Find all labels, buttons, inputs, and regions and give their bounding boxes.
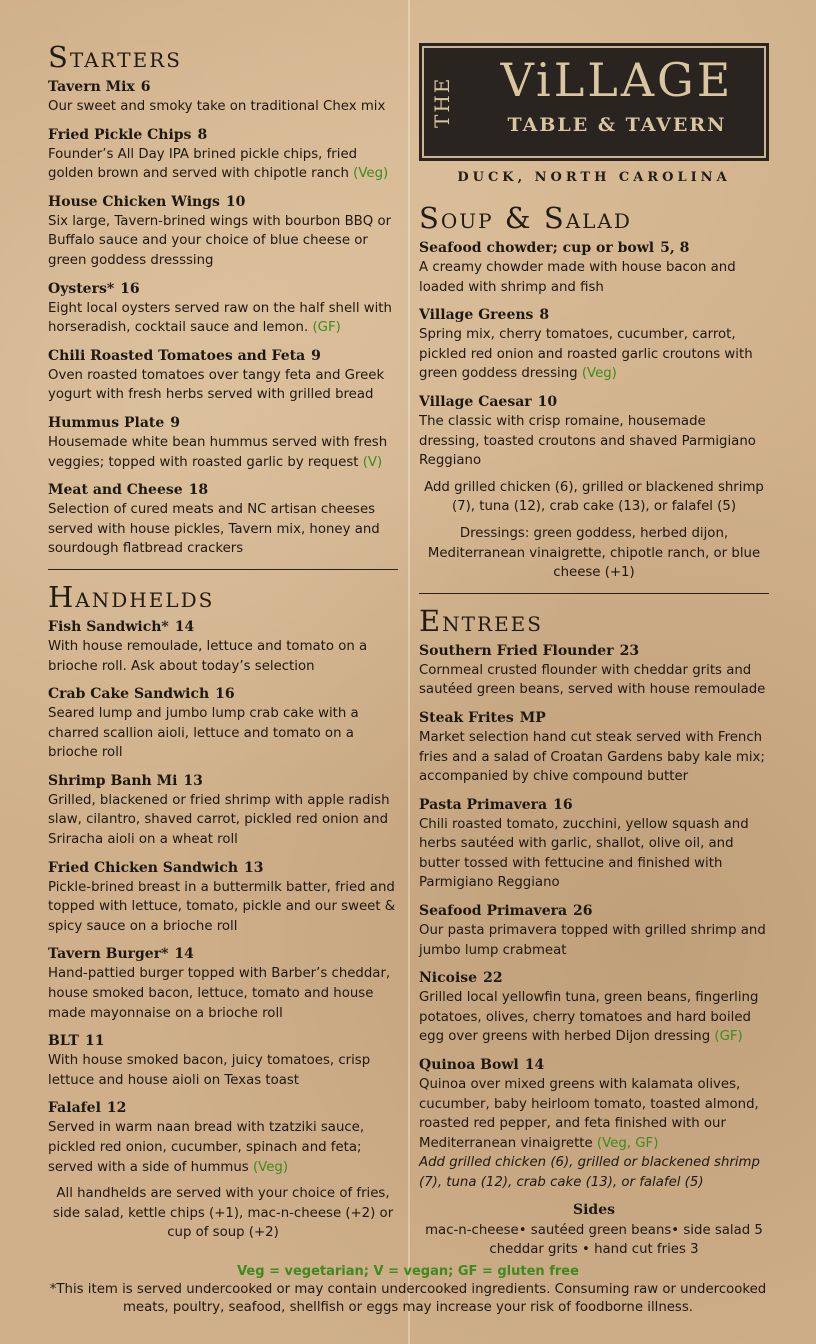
menu-item-price: 13 (183, 772, 203, 789)
menu-item-price: 22 (483, 970, 503, 987)
menu-item-description-text: Served in warm naan bread with tzatziki sauce, pickled red onion, cucumber, spinach and feta; served with a side of hummus (48, 1120, 365, 1175)
menu-item-header (419, 794, 769, 815)
menu-item (48, 412, 398, 472)
divider (419, 593, 769, 594)
menu-item-price: 26 (573, 903, 593, 920)
menu-item (48, 345, 398, 405)
menu-item-price: 14 (174, 618, 195, 635)
soup-salad-heading: Soup & Salad (419, 201, 632, 235)
menu-item-price: 14 (524, 1057, 545, 1074)
menu-item-name: Fried Chicken Sandwich (48, 859, 239, 876)
handhelds-list (48, 616, 398, 1177)
menu-item-description-text: Cornmeal crusted flounder with cheddar grits and sautéed green beans, served with house remoulade (419, 662, 766, 698)
menu-item (48, 76, 398, 117)
sides-heading: Sides (572, 1201, 615, 1218)
menu-item-description (419, 728, 769, 787)
menu-item-description (48, 500, 398, 559)
menu-item-header (48, 191, 398, 212)
menu-item-description-text: Chili roasted tomato, zucchini, yellow squash and herbs sautéed with garlic, shallot, olive oil, and butter tossed with fettucine and finished with Parmigiano Reggiano (419, 816, 749, 891)
menu-item (419, 237, 769, 297)
menu-item (419, 707, 769, 787)
menu-item-header (48, 278, 398, 299)
entree-addons-note: Add grilled chicken (6), grilled or blackened shrimp (7), tuna (12), crab cake (13), or falafel (5) (419, 1155, 760, 1190)
dietary-tag: (Veg, GF) (596, 1135, 659, 1151)
menu-item-name: Steak Frites (419, 709, 514, 726)
diet-legend: Veg = vegetarian; V = vegan; GF = gluten free (237, 1264, 579, 1279)
soup-salad-list (419, 237, 769, 471)
right-column (419, 40, 769, 1267)
menu-item-name: Quinoa Bowl (419, 1057, 519, 1074)
dietary-tag: (GF) (312, 320, 341, 336)
menu-item-description-text: Selection of cured meats and NC artisan cheeses served with house pickles, Tavern mix, honey and sourdough flatbread crackers (48, 502, 380, 557)
menu-item-description-text: Eight local oysters served raw on the half shell with horseradish, cocktail sauce and lemon. (48, 300, 392, 336)
menu-item-price: 8 (539, 307, 550, 324)
menu-item (48, 770, 398, 850)
restaurant-logo (422, 46, 766, 158)
menu-item-description (419, 815, 769, 893)
menu-item-description-text: Housemade white bean hummus served with fresh veggies; topped with roasted garlic by request (48, 434, 388, 470)
sides-line-2: cheddar grits • hand cut fries 3 (489, 1242, 699, 1258)
page-fold (408, 0, 410, 1344)
menu-item (419, 967, 769, 1047)
menu-item-name: BLT (48, 1033, 79, 1050)
menu-item-description (48, 366, 398, 405)
menu-item-header (48, 412, 398, 433)
menu-item (419, 304, 769, 384)
menu-item (48, 479, 398, 559)
menu-item-description-text: With house smoked bacon, juicy tomatoes, crisp lettuce and house aioli on Texas toast (48, 1053, 371, 1088)
menu-item-price: 16 (215, 686, 235, 703)
starters-list (48, 76, 398, 559)
menu-item-description (419, 988, 769, 1047)
logo-table-tavern: TABLE & TAVERN (507, 114, 727, 136)
menu-item (419, 900, 769, 960)
menu-item-description (48, 1051, 398, 1090)
menu-item-description-text: Hand-pattied burger topped with Barber’s cheddar, house smoked bacon, lettuce, tomato and house made mayonnaise on a brioche roll (48, 966, 391, 1021)
menu-item-price: 9 (170, 414, 181, 431)
menu-item-header (419, 967, 769, 988)
dietary-tag: (V) (362, 454, 383, 470)
menu-item-description-text: Grilled, blackened or fried shrimp with apple radish slaw, cilantro, shaved carrot, pickled red onion and Sriracha aioli on a wheat roll (48, 792, 390, 848)
menu-item (48, 124, 398, 184)
menu-item-name: Fish Sandwich* (48, 618, 169, 635)
menu-item-header (48, 943, 398, 964)
menu-item-name: Tavern Mix (48, 79, 135, 95)
menu-item (419, 794, 769, 893)
menu-item-price: 18 (188, 482, 209, 499)
menu-item (48, 1030, 398, 1090)
menu-item-description-text: Pickle-brined breast in a buttermilk batter, fried and topped with lettuce, tomato, pickle and our sweet & spicy sauce on a brioche roll (48, 879, 396, 934)
menu-item-name: House Chicken Wings (48, 193, 220, 210)
menu-item-price: 10 (225, 193, 246, 210)
salad-addons-note: Add grilled chicken (6), grilled or blackened shrimp (7), tuna (12), crab cake (13), or falafel (5) (424, 479, 764, 515)
menu-item-description-text: Founder’s All Day IPA brined pickle chips, fried golden brown and served with chipotle ranch (48, 146, 358, 182)
raw-food-disclaimer: *This item is served undercooked or may contain undercooked ingredients. Consuming raw or undercooked meats, poultry, seafood, shellfish or eggs may increase your risk of foodborne illness. (49, 1282, 767, 1315)
menu-item-price: 11 (84, 1033, 105, 1050)
starters-heading: Starters (48, 40, 182, 74)
menu-item-description (48, 1118, 398, 1177)
menu-item-name: Pasta Primavera (419, 796, 548, 813)
menu-item-description-text: Seared lump and jumbo lump crab cake with a charred scallion aioli, lettuce and tomato on a brioche roll (48, 706, 359, 761)
menu-item (419, 640, 769, 700)
menu-item-name: Oysters* (48, 280, 115, 297)
menu-item (48, 191, 398, 271)
menu-item-header (48, 479, 398, 500)
menu-item-description (48, 791, 398, 850)
menu-item-name: Crab Cake Sandwich (48, 686, 210, 703)
logo-location: DUCK, NORTH CAROLINA (457, 170, 731, 185)
dressings-note: Dressings: green goddess, herbed dijon, Mediterranean vinaigrette, chipotle ranch, or blue cheese (+1) (427, 525, 761, 581)
logo-village: ViLLAGE (500, 53, 734, 107)
menu-item-description-text: Market selection hand cut steak served with French fries and a salad of Croatan Gardens baby kale mix; accompanied by chive compound butter (419, 729, 765, 785)
menu-item-name: Seafood Primavera (419, 903, 568, 920)
left-column (48, 40, 398, 1250)
menu-item-name: Seafood chowder; cup or bowl (419, 240, 655, 256)
menu-item-description-text: Our pasta primavera topped with grilled shrimp and jumbo lump crabmeat (419, 923, 766, 958)
menu-item-price: 14 (174, 946, 194, 963)
menu-item-description (48, 637, 398, 676)
menu-item-price: 9 (311, 347, 321, 364)
menu-item-description-text: Six large, Tavern-brined wings with bourbon BBQ or Buffalo sauce and your choice of blue cheese or green goddess dresssing (48, 213, 392, 268)
handhelds-note: All handhelds are served with your choice of fries, side salad, kettle chips (+1), mac-n-cheese (+2) or cup of soup (+2) (52, 1186, 394, 1241)
menu-item-description-text: Quinoa over mixed greens with kalamata olives, cucumber, baby heirloom tomato, toasted almond, roasted red pepper, and feta finished with our Mediterranean vinaigrette (419, 1077, 759, 1151)
menu-item (48, 857, 398, 937)
menu-item-description (48, 964, 398, 1023)
menu-item (48, 943, 398, 1023)
menu-item-header (48, 857, 398, 878)
handhelds-heading: Handhelds (48, 579, 215, 614)
menu-item (48, 1097, 398, 1177)
menu-item-description-text: Oven roasted tomatoes over tangy feta and Greek yogurt with fresh herbs served with grilled bread (48, 367, 385, 403)
menu-item-name: Meat and Cheese (48, 482, 183, 499)
menu-item-description (48, 704, 398, 763)
menu-item-name: Nicoise (419, 970, 478, 987)
dietary-tag: (Veg) (581, 366, 617, 382)
menu-item-description (48, 212, 398, 271)
menu-item-header (48, 76, 398, 97)
menu-item-header (48, 345, 398, 366)
menu-item-description (419, 1075, 769, 1153)
entrees-heading: Entrees (419, 603, 543, 638)
menu-item (419, 391, 769, 471)
menu-item-header (48, 1097, 398, 1118)
menu-item-header (419, 391, 769, 412)
menu-item-name: Chili Roasted Tomatoes and Feta (48, 347, 306, 364)
menu-item-price: 5, 8 (660, 240, 690, 256)
menu-item-header (48, 1030, 398, 1051)
menu-item-price: 16 (553, 796, 573, 813)
menu-item-header (419, 900, 769, 921)
menu-item (48, 278, 398, 338)
menu-item-price: 8 (197, 126, 208, 143)
menu-item-header (419, 640, 769, 661)
menu-item-description (419, 412, 769, 471)
menu-item-name: Tavern Burger* (48, 946, 169, 963)
menu-item-name: Shrimp Banh Mi (48, 772, 178, 789)
sides-line-1: mac-n-cheese• sautéed green beans• side salad 5 (425, 1222, 763, 1238)
menu-item-price: 6 (140, 79, 151, 95)
menu-item-price: 23 (619, 642, 640, 659)
menu-item-header (48, 770, 398, 791)
menu-item-price: 16 (120, 280, 140, 297)
menu-item (48, 616, 398, 676)
menu-item-price: 10 (537, 393, 558, 410)
menu-item-header (419, 1054, 769, 1075)
menu-item-price: 13 (244, 859, 264, 876)
menu-item-price: 12 (106, 1100, 127, 1117)
menu-item-description (48, 145, 398, 184)
menu-item-name: Fried Pickle Chips (48, 126, 192, 143)
menu-item-description (419, 661, 769, 700)
dietary-tag: (GF) (714, 1029, 743, 1045)
menu-item-description-text: Spring mix, cherry tomatoes, cucumber, carrot, pickled red onion and roasted garlic croutons with green goddess dressing (419, 327, 753, 382)
logo-the: THE (430, 76, 454, 128)
menu-item-description (48, 299, 398, 338)
menu-item-name: Southern Fried Flounder (419, 642, 614, 659)
entrees-list (419, 640, 769, 1154)
menu-item (48, 683, 398, 763)
menu-item-name: Hummus Plate (48, 414, 165, 431)
menu-item-description (48, 878, 398, 937)
menu-item-header (48, 683, 398, 704)
menu-item-description-text: The classic with crisp romaine, housemade dressing, toasted croutons and shaved Parmigiano Reggiano (419, 413, 756, 469)
menu-item-description-text: With house remoulade, lettuce and tomato on a brioche roll. Ask about today’s selection (48, 638, 368, 674)
menu-item-description-text: Our sweet and smoky take on traditional Chex mix (48, 99, 386, 114)
menu-item-description-text: A creamy chowder made with house bacon and loaded with shrimp and fish (419, 260, 736, 295)
menu-item-name: Village Greens (419, 307, 534, 324)
menu-item (419, 1054, 769, 1153)
footer (40, 1263, 776, 1317)
menu-item-header (419, 707, 769, 728)
menu-item-description (419, 325, 769, 384)
menu-item-header (419, 237, 769, 258)
menu-item-description (419, 921, 769, 960)
menu-item-name: Village Caesar (419, 393, 532, 410)
menu-item-header (419, 304, 769, 325)
dietary-tag: (Veg) (353, 166, 389, 182)
menu-item-price: MP (519, 709, 546, 726)
menu-item-header (48, 616, 398, 637)
menu-item-description (48, 97, 398, 117)
menu-item-description (48, 433, 398, 472)
menu-item-header (48, 124, 398, 145)
dietary-tag: (Veg) (252, 1159, 289, 1175)
menu-item-description-text: Grilled local yellowfin tuna, green beans, fingerling potatoes, olives, cherry tomatoes and hard boiled egg over greens with herbed Dijon dressing (419, 990, 759, 1045)
divider (48, 569, 398, 570)
menu-item-name: Falafel (48, 1100, 101, 1117)
menu-item-description (419, 258, 769, 297)
